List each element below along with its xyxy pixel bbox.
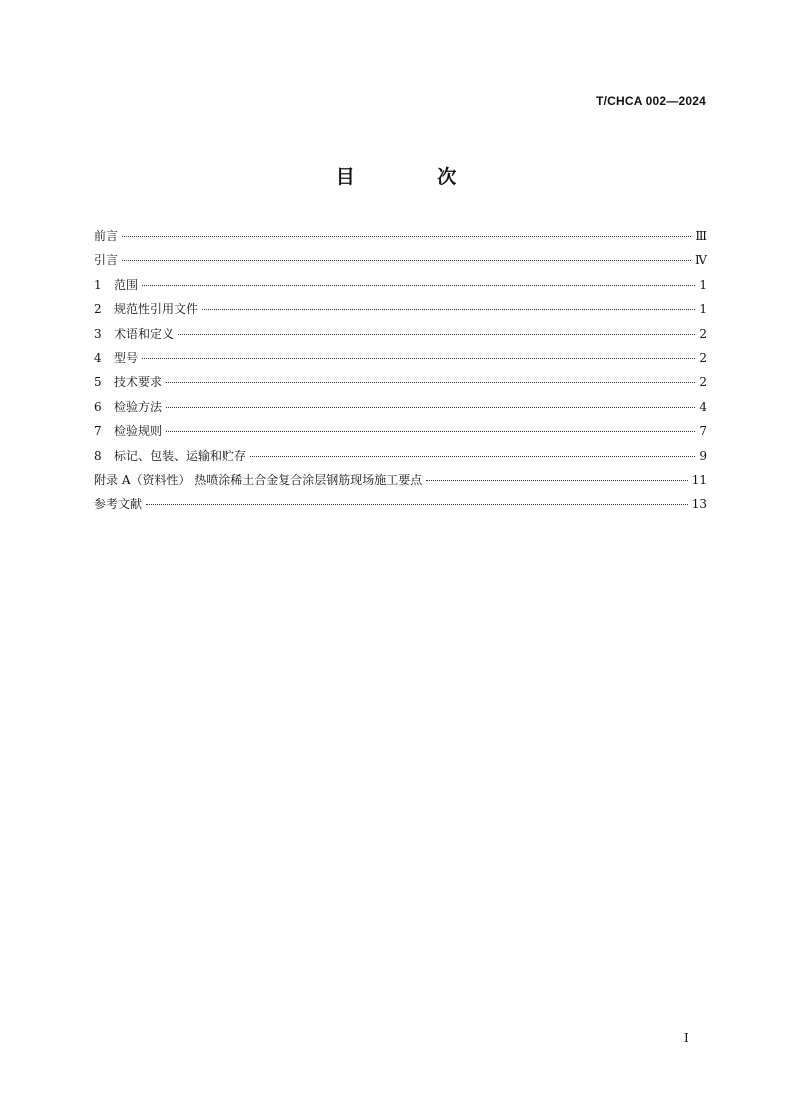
toc-entry-label: 前言 — [94, 229, 119, 243]
toc-leader-dots — [142, 358, 695, 359]
toc-entry-page: 1 — [699, 277, 707, 292]
toc-entry-page: 1 — [699, 302, 707, 317]
toc-leader-dots — [166, 407, 695, 408]
toc-entry-page: 2 — [699, 350, 707, 365]
toc-entry-number: 6 — [94, 399, 102, 414]
toc-entry-inspection-rules[interactable] — [94, 423, 707, 447]
toc-entry-technical-requirements[interactable] — [94, 374, 707, 398]
toc-entry-number: 5 — [94, 375, 102, 390]
toc-entry-page: 2 — [699, 375, 707, 390]
toc-entry-number: 7 — [94, 424, 102, 439]
toc-entry-label: 标记、包装、运输和贮存 — [114, 448, 247, 463]
toc-entry-page: Ⅲ — [695, 229, 707, 243]
table-of-contents — [94, 228, 707, 521]
toc-entry-label: 技术要求 — [114, 375, 163, 390]
toc-leader-dots — [202, 309, 695, 310]
toc-entry-model[interactable] — [94, 350, 707, 374]
toc-entry-normative-references[interactable] — [94, 301, 707, 325]
toc-leader-dots — [122, 260, 691, 261]
toc-leader-dots — [146, 504, 688, 505]
toc-leader-dots — [166, 431, 695, 432]
document-code: T/CHCA 002—2024 — [596, 94, 706, 108]
toc-entry-label: 型号 — [114, 350, 139, 365]
toc-entry-label: 引言 — [94, 253, 119, 268]
toc-entry-number: 8 — [94, 448, 102, 463]
toc-leader-dots — [178, 334, 695, 335]
toc-entry-foreword[interactable] — [94, 228, 707, 252]
toc-entry-number: 4 — [94, 350, 102, 365]
toc-entry-number: 1 — [94, 277, 102, 292]
toc-entry-label: 检验方法 — [114, 399, 163, 414]
toc-entry-scope[interactable] — [94, 277, 707, 301]
toc-entry-label: 规范性引用文件 — [114, 302, 199, 317]
toc-leader-dots — [122, 236, 691, 237]
toc-entry-introduction[interactable] — [94, 252, 707, 276]
toc-entry-page: 2 — [699, 326, 707, 341]
toc-entry-number: 3 — [94, 326, 102, 341]
toc-entry-appendix-a[interactable] — [94, 472, 707, 496]
toc-leader-dots — [142, 285, 695, 286]
toc-leader-dots — [166, 382, 695, 383]
toc-title: 目 次 — [335, 166, 495, 188]
toc-entry-test-methods[interactable] — [94, 399, 707, 423]
toc-entry-label: 检验规则 — [114, 424, 163, 439]
toc-entry-page: 9 — [699, 448, 707, 463]
page-number: I — [684, 1031, 689, 1045]
toc-entry-page: 11 — [691, 472, 707, 487]
toc-entry-label: 参考文献 — [94, 497, 143, 512]
toc-leader-dots — [426, 480, 687, 481]
toc-entry-bibliography[interactable] — [94, 496, 707, 520]
toc-entry-label: 附录 A（资料性） 热喷涂稀土合金复合涂层钢筋现场施工要点 — [94, 472, 423, 487]
toc-entry-page: 13 — [691, 497, 707, 512]
toc-leader-dots — [250, 456, 695, 457]
toc-entry-label: 术语和定义 — [114, 326, 175, 341]
toc-entry-number: 2 — [94, 302, 102, 317]
toc-entry-label: 范围 — [114, 277, 139, 292]
toc-entry-page: 7 — [699, 424, 707, 439]
toc-entry-marking-packaging[interactable] — [94, 448, 707, 472]
toc-entry-terms-definitions[interactable] — [94, 326, 707, 350]
toc-entry-page: 4 — [699, 399, 707, 414]
toc-entry-page: Ⅳ — [695, 253, 707, 268]
